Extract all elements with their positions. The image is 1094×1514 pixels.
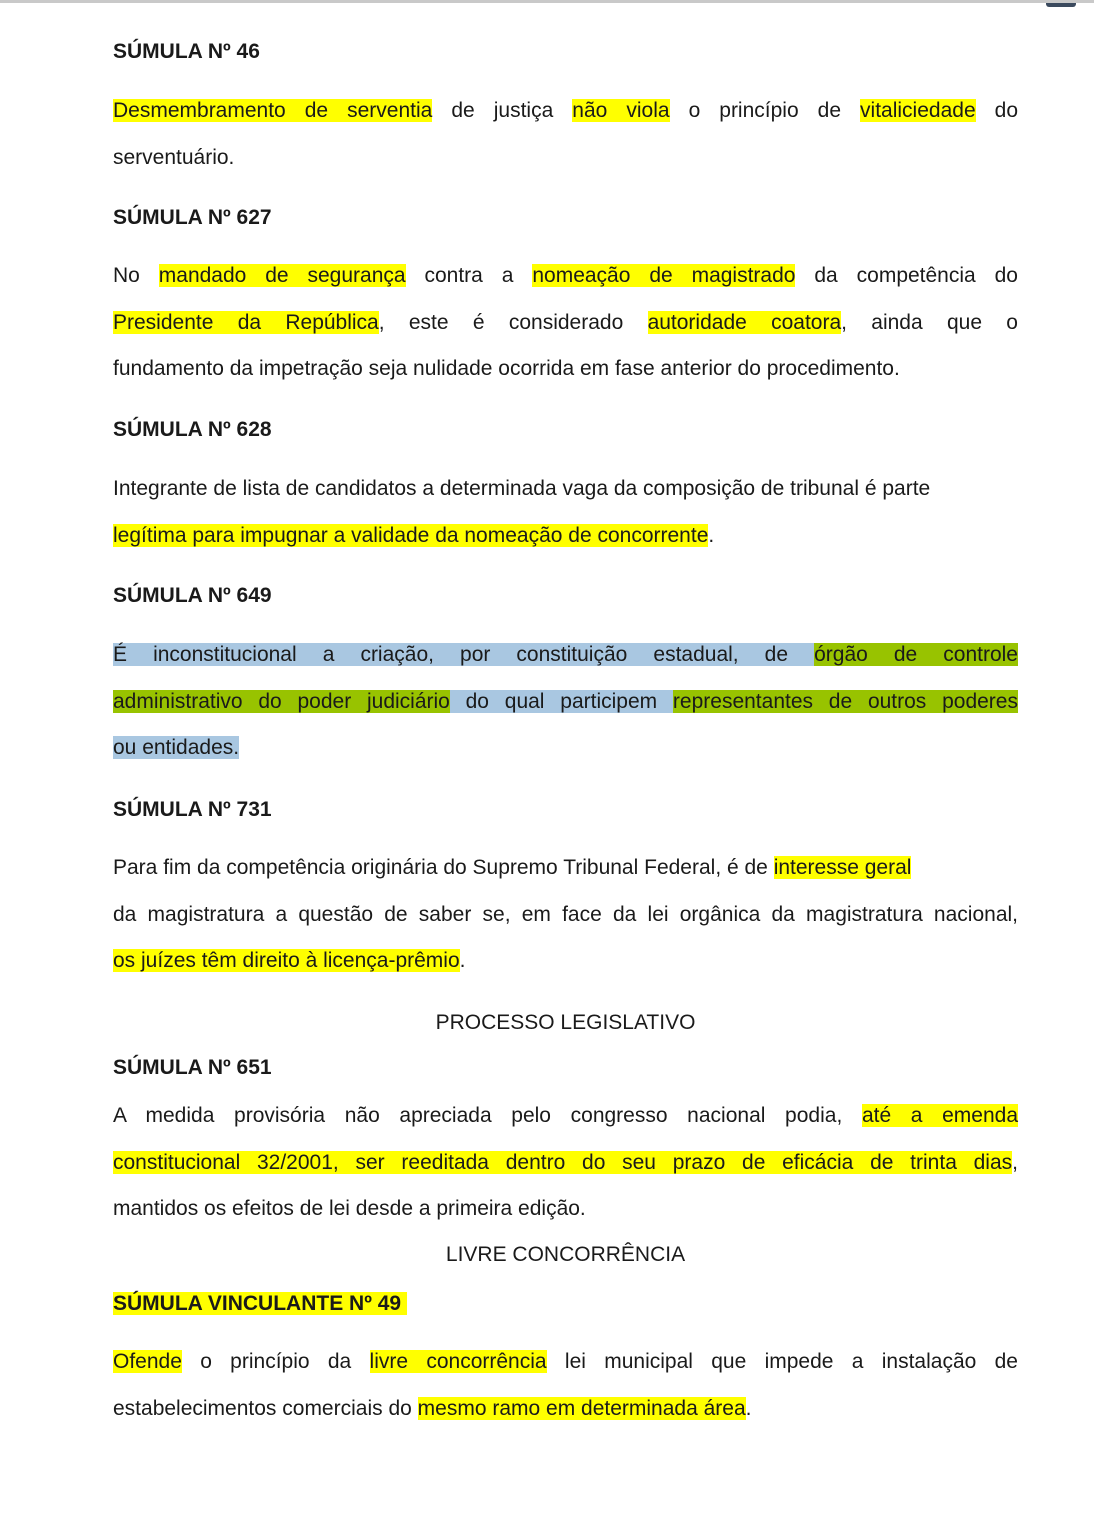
highlight: constitucional 32/2001, ser reeditada dentro do seu prazo de eficácia de trinta dias bbox=[113, 1150, 1013, 1174]
sumula-649-line-3 bbox=[113, 725, 1018, 772]
text-run: A medida provisória não apreciada pelo congresso nacional podia, bbox=[113, 1104, 862, 1127]
highlight: Desmembramento de serventia bbox=[113, 99, 433, 122]
text-run: No bbox=[113, 264, 159, 287]
sumula-vinculante-49-heading bbox=[113, 1290, 407, 1318]
sumula-649-line-2 bbox=[113, 679, 1018, 726]
highlight: administrativo do poder judiciário bbox=[113, 689, 450, 713]
sumula-627-text bbox=[113, 253, 1018, 393]
sumula-651-text bbox=[113, 1093, 1018, 1233]
highlight: É inconstitucional a criação, por constituição estadual, de bbox=[113, 643, 815, 666]
highlight: vitaliciedade bbox=[860, 99, 976, 122]
sumula-627-line-2 bbox=[113, 300, 1018, 347]
sumula-46-heading: SÚMULA Nº 46 bbox=[113, 40, 260, 63]
section-title-livre-concorrencia: LIVRE CONCORRÊNCIA bbox=[445, 1243, 686, 1266]
sumula-628-heading: SÚMULA Nº 628 bbox=[113, 418, 272, 441]
highlight: interesse geral bbox=[773, 856, 912, 879]
sumula-651-heading: SÚMULA Nº 651 bbox=[113, 1056, 272, 1079]
sumula-628-line-1: Integrante de lista de candidatos a determinada vaga da composição de tribunal é parte bbox=[113, 477, 931, 500]
text-run: de justiça bbox=[432, 99, 573, 122]
highlight: até a emenda bbox=[861, 1104, 1019, 1127]
text-run: . bbox=[459, 949, 466, 972]
highlight: mandado de segurança bbox=[158, 264, 406, 287]
sumula-651-line-1 bbox=[113, 1093, 1018, 1140]
sumula-731-line-2: da magistratura a questão de saber se, em face da lei orgânica da magistratura nacional, bbox=[113, 902, 1018, 926]
sumula-651-line-2 bbox=[113, 1140, 1018, 1187]
text-run: . bbox=[745, 1396, 752, 1420]
text-run: , ainda que o bbox=[841, 310, 1018, 334]
sumula-627-line-3: fundamento da impetração seja nulidade ocorrida em fase anterior do procedimento. bbox=[113, 357, 900, 380]
sumula-46-line-1 bbox=[113, 88, 1018, 135]
sumula-628-text bbox=[113, 466, 1018, 559]
highlight: nomeação de magistrado bbox=[532, 264, 796, 287]
sumula-731-line-3 bbox=[113, 938, 1018, 985]
highlight: ou entidades. bbox=[113, 736, 240, 759]
highlight: Ofende bbox=[113, 1350, 182, 1373]
highlight: legítima para impugnar a validade da nomeação de concorrente bbox=[113, 523, 709, 547]
highlight: SÚMULA VINCULANTE Nº 49 bbox=[113, 1292, 402, 1315]
corner-tab-mark bbox=[1046, 3, 1076, 7]
section-title-processo-legislativo: PROCESSO LEGISLATIVO bbox=[435, 1011, 696, 1034]
sumula-649-line-1 bbox=[113, 632, 1018, 679]
sumula-628-line-2 bbox=[113, 513, 1018, 560]
page-top-border bbox=[0, 0, 1094, 3]
text-run: Para fim da competência originária do Supremo Tribunal Federal, é de bbox=[113, 856, 774, 879]
sumula-649-heading: SÚMULA Nº 649 bbox=[113, 584, 272, 607]
text-run: estabelecimentos comerciais do bbox=[113, 1396, 418, 1420]
sumula-46-text bbox=[113, 88, 1018, 181]
text-run: do bbox=[975, 99, 1019, 122]
text-run: o princípio da bbox=[181, 1350, 370, 1373]
sumula-731-heading: SÚMULA Nº 731 bbox=[113, 798, 272, 821]
sumula-651-line-3: mantidos os efeitos de lei desde a primeira edição. bbox=[113, 1197, 586, 1220]
highlight: não viola bbox=[572, 99, 670, 122]
highlight: livre concorrência bbox=[369, 1350, 547, 1373]
sumula-v49-line-1 bbox=[113, 1339, 1018, 1386]
highlight: autoridade coatora bbox=[647, 310, 842, 334]
sumula-v49-line-2 bbox=[113, 1386, 1018, 1433]
text-run: , este é considerado bbox=[378, 310, 648, 334]
text-run: lei municipal que impede a instalação de bbox=[546, 1350, 1018, 1373]
text-run: , bbox=[1012, 1150, 1018, 1174]
sumula-627-line-1 bbox=[113, 253, 1018, 300]
highlight: representantes de outros poderes bbox=[672, 689, 1018, 713]
sumula-731-text bbox=[113, 845, 1018, 985]
highlight: Presidente da República bbox=[113, 310, 379, 334]
highlight: mesmo ramo em determinada área bbox=[417, 1396, 746, 1420]
highlight: os juízes têm direito à licença-prêmio bbox=[113, 949, 460, 972]
sumula-vinculante-49-text bbox=[113, 1339, 1018, 1432]
sumula-731-line-1 bbox=[113, 845, 1018, 892]
sumula-46-line-2: serventuário. bbox=[113, 145, 235, 169]
text-run: contra a bbox=[405, 264, 533, 287]
highlight: do qual participem bbox=[449, 689, 673, 713]
text-run: . bbox=[708, 523, 715, 547]
highlight: órgão de controle bbox=[814, 643, 1018, 666]
text-run: da competência do bbox=[795, 264, 1018, 287]
text-run: o princípio de bbox=[669, 99, 861, 122]
sumula-649-text bbox=[113, 632, 1018, 772]
sumula-627-heading: SÚMULA Nº 627 bbox=[113, 206, 272, 229]
